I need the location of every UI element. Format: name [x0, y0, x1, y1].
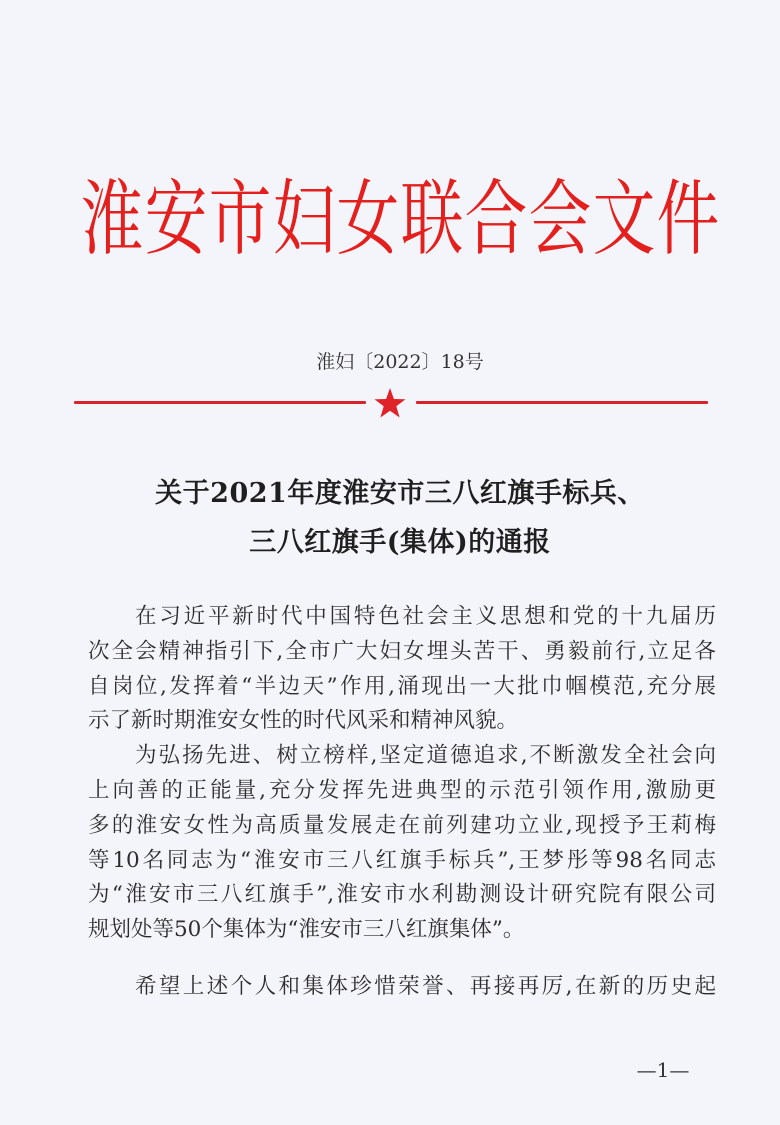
document-number: 淮妇〔2022〕18号 — [316, 351, 484, 373]
body-line: 次全会精神指引下,全市广大妇女埋头苦干、勇毅前行,立足各 — [88, 638, 716, 664]
separator-line-right — [416, 401, 708, 404]
issuer-header-char: 安 — [144, 172, 208, 268]
page-number: —1— — [636, 1058, 690, 1082]
body-line: 等10名同志为“淮安市三八红旗手标兵”,王梦彤等98名同志 — [88, 847, 716, 873]
separator-line-left — [74, 401, 366, 404]
issuer-header-char: 妇 — [272, 172, 336, 268]
issuer-header — [80, 172, 720, 268]
red-separator — [0, 389, 780, 419]
paragraph-gap — [88, 948, 716, 970]
paragraph-2 — [88, 739, 716, 948]
body-line: 为弘扬先进、树立榜样,坚定道德追求,不断激发全社会向 — [135, 743, 716, 769]
red-star-icon — [373, 386, 407, 420]
body-line: 希望上述个人和集体珍惜荣誉、再接再厉,在新的历史起 — [135, 973, 716, 999]
body-line: 在习近平新时代中国特色社会主义思想和党的十九届历 — [135, 604, 716, 629]
issuer-header-char: 联 — [400, 172, 464, 268]
notice-body — [88, 600, 716, 1005]
body-line: 规划处等50个集体为“淮安市三八红旗集体”。 — [88, 917, 525, 943]
notice-title-line-2: 三八红旗手(集体)的通报 — [249, 527, 551, 558]
body-line: 多的淮安女性为高质量发展走在前列建功立业,现授予王莉梅 — [88, 812, 716, 838]
issuer-header-char: 文 — [592, 172, 656, 268]
paragraph-1 — [88, 600, 716, 739]
body-line: 示了新时期淮安女性的时代风采和精神风貌。 — [88, 708, 519, 734]
notice-title-line-1: 关于2021年度淮安市三八红旗手标兵、 — [155, 478, 645, 509]
body-line: 自岗位,发挥着“半边天”作用,涌现出一大批巾帼模范,充分展 — [88, 673, 716, 699]
body-line: 为“淮安市三八红旗手”,淮安市水利勘测设计研究院有限公司 — [88, 882, 716, 908]
paragraph-3 — [88, 970, 716, 1005]
issuer-header-char: 淮 — [80, 172, 144, 268]
issuer-header-char: 会 — [528, 172, 592, 268]
issuer-header-char: 女 — [336, 172, 400, 268]
issuer-header-char: 合 — [464, 172, 528, 268]
issuer-header-char: 件 — [656, 172, 720, 268]
body-line: 上向善的正能量,充分发挥先进典型的示范引领作用,激励更 — [88, 777, 716, 803]
issuer-header-char: 市 — [208, 172, 272, 268]
